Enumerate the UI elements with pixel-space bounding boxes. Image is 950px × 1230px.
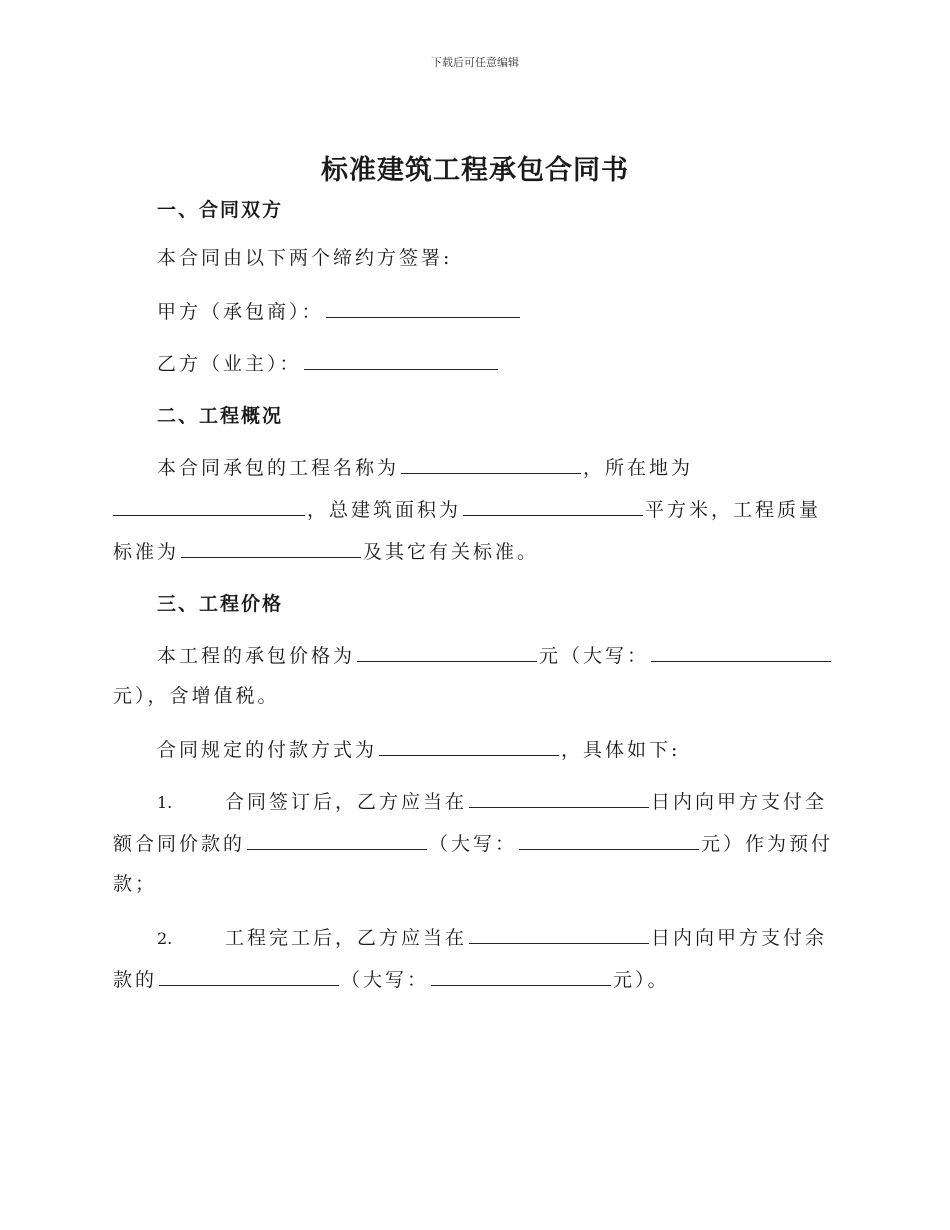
project-name-label: 本合同承包的工程名称为	[157, 457, 400, 479]
section-heading-parties: 一、合同双方	[157, 199, 284, 221]
overview-line-3	[113, 537, 539, 565]
document-title: 标准建筑工程承包合同书	[321, 155, 629, 186]
item-1-line-3: 款；	[113, 873, 158, 895]
price-label: 本工程的承包价格为	[157, 645, 356, 667]
party-a-blank[interactable]	[326, 297, 520, 318]
party-a-line	[157, 297, 522, 325]
item-1-text-b: 日内向甲方支付全	[651, 791, 828, 813]
overview-line-1	[157, 453, 693, 481]
payment-method-blank[interactable]	[379, 735, 559, 756]
item-2-number: 2.	[157, 929, 173, 948]
overview-line-2	[113, 495, 821, 523]
price-words-label: 元（大写：	[539, 645, 650, 667]
item-2-text-e: 元）。	[613, 969, 670, 991]
location-label: ，所在地为	[583, 457, 694, 479]
standard-blank[interactable]	[181, 537, 361, 558]
item-2-words-blank[interactable]	[431, 965, 611, 986]
quality-label: 平方米，工程质量	[645, 499, 822, 521]
payment-method-line	[157, 735, 680, 763]
item-1-text-c: 额合同价款的	[113, 833, 246, 855]
item-1-words-blank[interactable]	[519, 829, 699, 850]
price-words-blank[interactable]	[651, 641, 831, 662]
item-1-line-1	[157, 787, 827, 816]
item-1-number: 1.	[157, 793, 173, 812]
party-b-blank[interactable]	[304, 349, 498, 370]
item-1-text-d: （大写：	[429, 833, 518, 855]
section-heading-overview: 二、工程概况	[157, 405, 284, 427]
price-line-1	[157, 641, 833, 669]
item-2-line-1	[157, 923, 827, 952]
item-2-text-b: 日内向甲方支付余	[651, 927, 828, 949]
item-1-days-blank[interactable]	[469, 787, 649, 808]
location-blank[interactable]	[113, 495, 305, 516]
item-1-text-a: 合同签订后，乙方应当在	[225, 791, 468, 813]
price-blank[interactable]	[357, 641, 537, 662]
other-standards-text: 及其它有关标准。	[363, 541, 540, 563]
item-1-ratio-blank[interactable]	[247, 829, 427, 850]
area-blank[interactable]	[463, 495, 643, 516]
party-b-label: 乙方（业主）：	[157, 353, 302, 375]
item-2-days-blank[interactable]	[469, 923, 649, 944]
party-b-line	[157, 349, 500, 377]
parties-intro: 本合同由以下两个缔约方签署:	[157, 247, 453, 269]
item-1-line-2	[113, 829, 833, 857]
party-a-label: 甲方（承包商）：	[157, 301, 324, 323]
header-note: 下载后可任意编辑	[431, 56, 519, 69]
standard-label: 标准为	[113, 541, 180, 563]
item-2-text-d: （大写：	[341, 969, 430, 991]
payment-detail-label: ，具体如下:	[561, 739, 681, 761]
item-1-text-e: 元）作为预付	[701, 833, 834, 855]
item-2-text-a: 工程完工后，乙方应当在	[225, 927, 468, 949]
project-name-blank[interactable]	[401, 453, 581, 474]
section-heading-price: 三、工程价格	[157, 593, 284, 615]
item-2-balance-blank[interactable]	[159, 965, 339, 986]
price-line-2: 元），含增值税。	[113, 685, 280, 707]
area-label: ，总建筑面积为	[307, 499, 462, 521]
item-2-text-c: 款的	[113, 969, 158, 991]
payment-method-label: 合同规定的付款方式为	[157, 739, 378, 761]
item-2-line-2	[113, 965, 670, 993]
